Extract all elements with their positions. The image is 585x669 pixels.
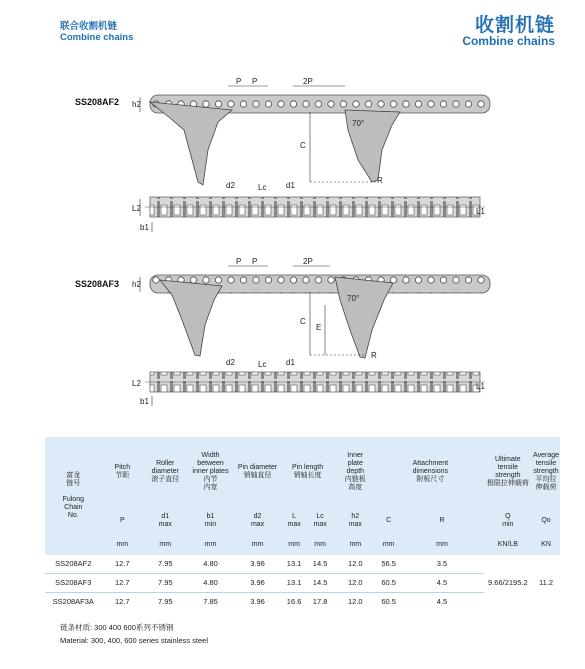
col-pitch: Pitch 节距: [102, 437, 143, 507]
spec-table: [45, 437, 560, 611]
sym-qo: Qo: [532, 507, 560, 535]
unit-b1: mm: [187, 535, 233, 555]
page-title-english: Combine chains: [462, 34, 555, 48]
diagram2-top-view: [132, 358, 485, 406]
d1-label-c: C: [300, 141, 306, 150]
d2-label-b1: b1: [140, 397, 149, 406]
table-row: SS208AF3A 12.7 7.95 7.85 3.96 16.6 17.8 12.0 60.5 4.5: [45, 593, 560, 612]
table-header-row: [45, 437, 560, 507]
sym-l: L max: [282, 507, 307, 535]
d1-label-d2: d2: [226, 181, 235, 190]
col-average: Average tensile strength 平均拉 伸载荷: [532, 437, 560, 507]
sym-d1: d1 max: [143, 507, 187, 535]
unit-qo: KN: [532, 535, 560, 555]
table-row: SS208AF2 12.7 7.95 4.80 3.96 13.1 14.5 12.0 56.5 3.5 9.66/2195.2 11.2: [45, 555, 560, 574]
d1-label-l1: L1: [476, 207, 485, 216]
table-unit-row: [45, 535, 560, 555]
d1-label-lc: Lc: [258, 183, 267, 192]
unit-lc: mm: [307, 535, 334, 555]
sym-p: P: [102, 507, 143, 535]
col-pin-length: Pin length 销轴长度: [282, 437, 334, 507]
sym-h2: h2 max: [334, 507, 377, 535]
ultimate-strength-value: 9.66/2195.2: [488, 577, 528, 587]
d2-label-2p: 2P: [303, 257, 313, 266]
d2-label-d2: d2: [226, 358, 235, 367]
d1-label-b1: b1: [140, 223, 149, 232]
unit-c: mm: [377, 535, 400, 555]
unit-d1: mm: [143, 535, 187, 555]
material-note-chinese: 链条材质: 300 400 600系列不锈钢: [60, 623, 174, 632]
sym-lc: Lc max: [307, 507, 334, 535]
model-label-ss208af2: SS208AF2: [75, 97, 120, 107]
d2-label-h2: h2: [132, 280, 141, 289]
d1-label-l2: L2: [132, 204, 141, 213]
d2-label-p2: P: [252, 257, 258, 266]
unit-d2: mm: [234, 535, 282, 555]
d2-label-r: R: [371, 351, 377, 360]
col-roller: Roller diameter 滚子直径: [143, 437, 187, 507]
sym-r: R: [400, 507, 483, 535]
sym-c: C: [377, 507, 400, 535]
col-pin-diameter: Pin diameter 销轴直径: [234, 437, 282, 507]
diagram2-side-view: [132, 257, 490, 360]
unit-p: mm: [102, 535, 143, 555]
sym-b1: b1 min: [187, 507, 233, 535]
d1-label-p2: P: [252, 77, 258, 86]
d1-label-d1: d1: [286, 181, 295, 190]
diagram1-top-view: [132, 181, 485, 232]
sym-d2: d2 max: [234, 507, 282, 535]
model-label-ss208af3: SS208AF3: [75, 279, 120, 289]
col-attachment: Attachment dimensions 附板尺寸: [377, 437, 484, 507]
col-fulong: 富龙 链号 Fulong Chain No.: [45, 437, 102, 555]
d2-label-l2: L2: [132, 379, 141, 388]
unit-l: mm: [282, 535, 307, 555]
d1-label-2p: 2P: [303, 77, 313, 86]
col-ultimate: Ultimate tensile strength 极限拉伸载荷: [484, 437, 532, 507]
d2-label-l1: L1: [476, 382, 485, 391]
d2-label-e: E: [316, 323, 322, 332]
d2-label-c: C: [300, 317, 306, 326]
unit-r: mm: [400, 535, 483, 555]
d2-label-d1: d1: [286, 358, 295, 367]
header-left-chinese: 联合收割机链: [60, 21, 118, 32]
d1-label-h2: h2: [132, 100, 141, 109]
d1-label-angle: 70°: [352, 119, 365, 128]
table-row: SS208AF3 12.7 7.95 4.80 3.96 13.1 14.5 12.0 60.5 4.5: [45, 574, 560, 593]
header-left-english: Combine chains: [60, 32, 134, 43]
col-plate-depth: Inner plate depth 内链板 高度: [334, 437, 377, 507]
d2-label-lc: Lc: [258, 360, 267, 369]
average-strength-value: 11.2: [539, 577, 554, 587]
col-width: Width between inner plates 内节 内宽: [187, 437, 233, 507]
unit-h2: mm: [334, 535, 377, 555]
sym-q: Q min: [484, 507, 532, 535]
diagram1-side-view: [132, 77, 490, 185]
d1-label-p1: P: [236, 77, 242, 86]
unit-q: KN/LB: [484, 535, 532, 555]
d2-label-angle: 70°: [347, 294, 360, 303]
d2-label-p1: P: [236, 257, 242, 266]
material-note-english: Material: 300, 400, 600 series stainless steel: [60, 636, 208, 645]
table-symbol-row: [45, 507, 560, 535]
page-title-chinese: 收割机链: [474, 15, 555, 36]
d1-label-r: R: [377, 176, 383, 185]
